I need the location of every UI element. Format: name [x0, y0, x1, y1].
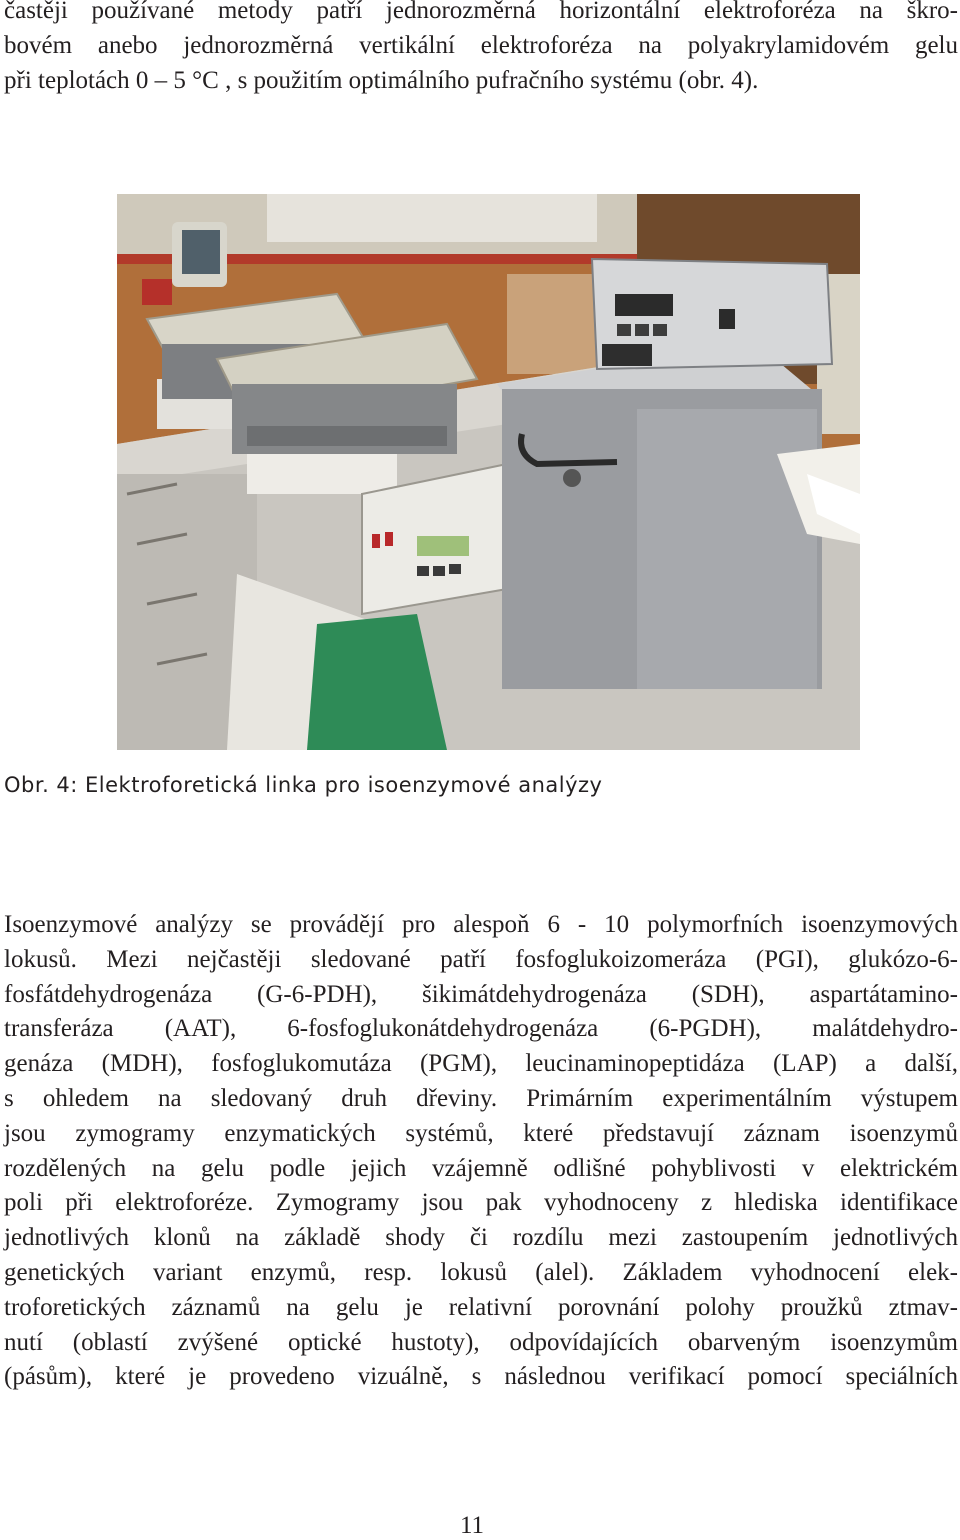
- text-line: bovém anebo jednorozměrná vertikální elektroforéza na polyakrylamidovém gelu: [4, 31, 958, 59]
- figure-photo-electrophoresis-line: [117, 194, 860, 750]
- text-line: lokusů. Mezi nejčastěji sledované patří fosfoglukoizomeráza (PGI), glukózo-6-: [4, 945, 958, 973]
- top-paragraph: [4, 0, 958, 98]
- text-line: genetických variant enzymů, resp. lokusů (alel). Základem vyhodnocení elek-: [4, 1258, 958, 1286]
- text-line: jsou zymogramy enzymatických systémů, které představují záznam isoenzymů: [4, 1119, 958, 1147]
- text-line: genáza (MDH), fosfoglukomutáza (PGM), leucinaminopeptidáza (LAP) a další,: [4, 1050, 958, 1078]
- text-line: Isoenzymové analýzy se provádějí pro alespoň 6 - 10 polymorfních isoenzymových: [4, 911, 958, 938]
- text-line: (pásům), které je provedeno vizuálně, s následnou verifikací pomocí speciálních: [4, 1363, 958, 1391]
- text-line: s ohledem na sledovaný druh dřeviny. Primárním experimentálním výstupem: [4, 1084, 958, 1112]
- text-line: poli při elektroforéze. Zymogramy jsou pak vyhodnoceny z hlediska identifikace: [4, 1189, 958, 1217]
- main-paragraph: [4, 908, 958, 1395]
- text-line: rozdělených na gelu podle jejich vzájemně odlišné pohyblivosti v elektrickém: [4, 1154, 958, 1182]
- text-line: jednotlivých klonů na základě shody či rozdílu mezi zastoupením jednotlivých: [4, 1224, 958, 1252]
- text-line: troforetických záznamů na gelu je relativní porovnání polohy proužků ztmav-: [4, 1293, 958, 1321]
- text-line: transferáza (AAT), 6-fosfoglukonátdehydrogenáza (6-PGDH), malátdehydro-: [4, 1015, 958, 1043]
- text-line: častěji používané metody patří jednorozměrná horizontální elektroforéza na škro-: [4, 0, 958, 24]
- text-line: při teplotách 0 – 5 °C , s použitím optimálního pufračního systému (obr. 4).: [4, 66, 759, 94]
- text-line: fosfátdehydrogenáza (G-6-PDH), šikimátdehydrogenáza (SDH), aspartátamino-: [4, 980, 958, 1008]
- figure-caption: Obr. 4: Elektroforetická linka pro isoenzymové analýzy: [4, 773, 603, 797]
- text-line: nutí (oblastí zvýšené optické hustoty), odpovídajících obarveným isoenzymům: [4, 1328, 958, 1356]
- page-number: 11: [459, 1512, 485, 1539]
